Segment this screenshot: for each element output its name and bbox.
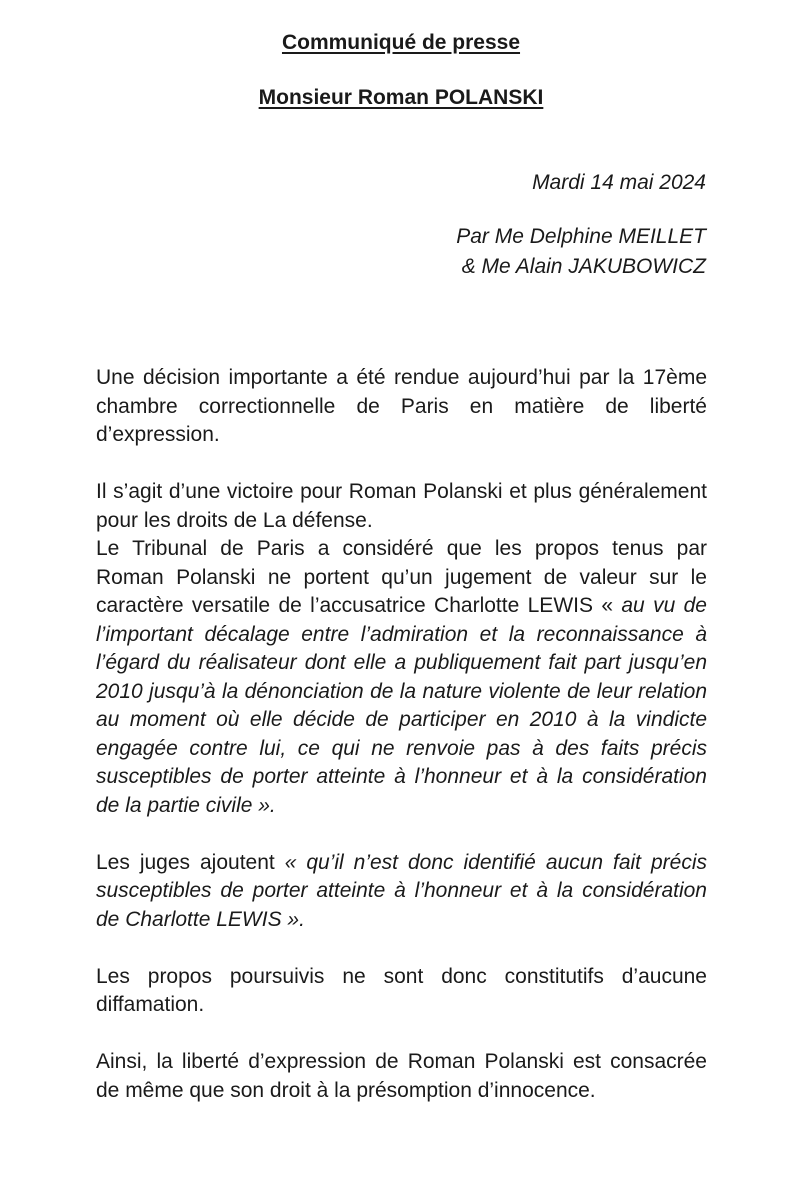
paragraph-4-text: Les juges ajoutent xyxy=(96,850,285,874)
paragraph-6: Ainsi, la liberté d’expression de Roman Polanski est consacrée de même que son droit à la présomption d’innocence. xyxy=(96,1050,707,1102)
release-date: Mardi 14 mai 2024 xyxy=(532,171,706,194)
author-line-1: Par Me Delphine MEILLET xyxy=(456,225,706,248)
paragraph-3 xyxy=(96,535,707,820)
paragraph-3-quote: au vu de l’important décalage entre l’admiration et la reconnaissance à l’égard du réalisateur dont elle a publiquement fait part jusqu’en 2010 jusqu’à la dénonciation de la nature violente de leur relation au moment où elle décide de participer en 2010 à la vindicte engagée contre lui, ce qui ne renvoie pas à des faits précis susceptibles de porter atteinte à l’honneur et à la considération de la partie civile ». xyxy=(96,594,707,817)
author-line-2: & Me Alain JAKUBOWICZ xyxy=(461,255,706,278)
paragraph-5: Les propos poursuivis ne sont donc constitutifs d’aucune diffamation. xyxy=(96,964,707,1016)
paragraph-3-text: Le Tribunal de Paris a considéré que les propos tenus par Roman Polanski ne portent qu’un jugement de valeur sur le caractère versatile de l’accusatrice Charlotte LEWIS « xyxy=(96,537,707,617)
paragraph-1: Une décision importante a été rendue aujourd’hui par la 17ème chambre correctionnelle de Paris en matière de liberté d’expression. xyxy=(96,366,707,446)
document-title: Communiqué de presse xyxy=(281,31,521,54)
authors-block xyxy=(456,222,706,282)
document-subtitle: Monsieur Roman POLANSKI xyxy=(258,86,544,109)
paragraph-4 xyxy=(96,849,707,935)
paragraph-2: Il s’agit d’une victoire pour Roman Polanski et plus généralement pour les droits de La défense. xyxy=(96,480,707,532)
body-text xyxy=(96,364,707,1105)
paragraph-4-quote: « qu’il n’est donc identifié aucun fait précis susceptibles de porter atteinte à l’honneur et à la considération de Charlotte LEWIS ». xyxy=(96,850,707,931)
